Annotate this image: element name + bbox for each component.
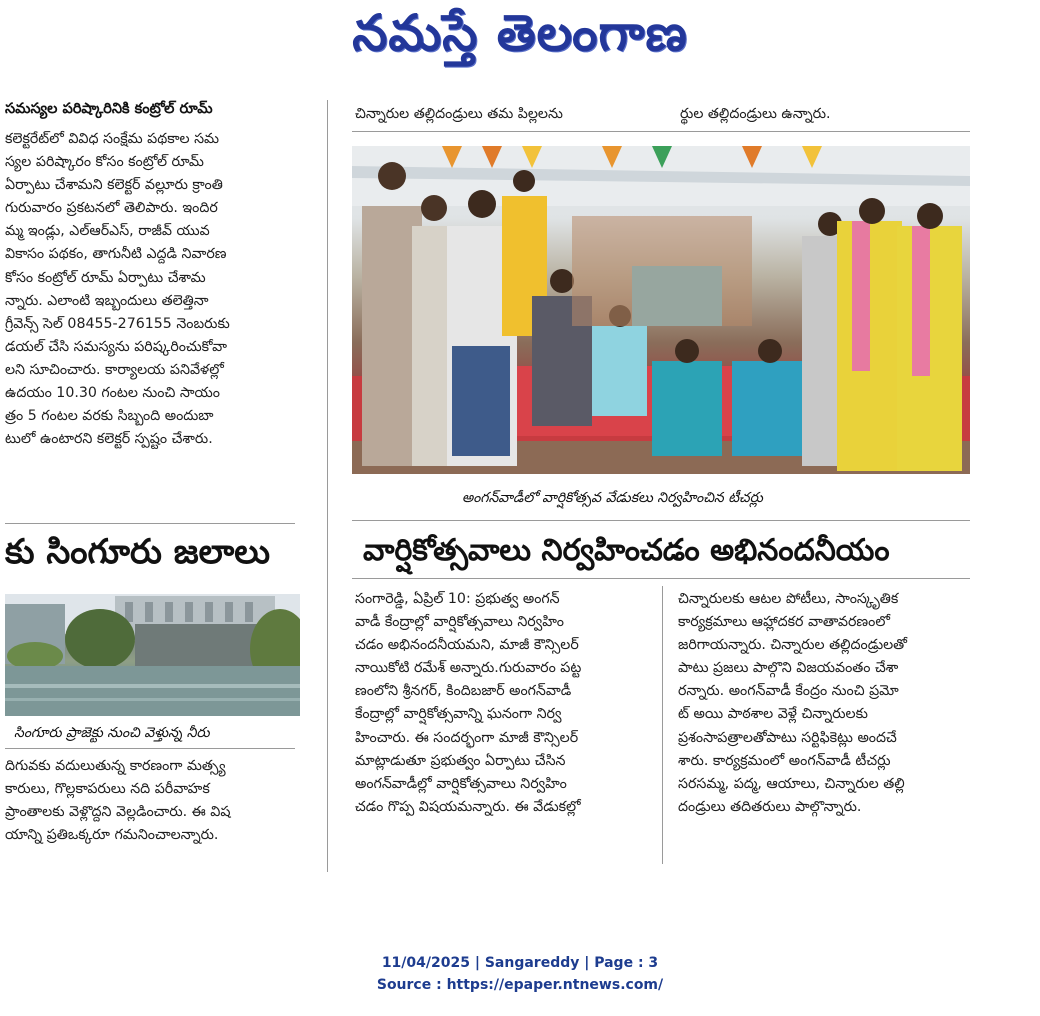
text-line: వికాసం పథకం, తాగునీటి ఎద్దడి నివారణ — [5, 246, 227, 263]
text-line: ప్రాంతాలకు వెళ్లొద్దని వెల్లడించారు. ఈ విష — [5, 804, 231, 821]
text-line: ప్రశంసాపత్రాలతోపాటు సర్టిఫికెట్లు అందచే — [678, 729, 897, 746]
text-line: గ్రీవెన్స్ సెల్ 08455-276155 నెంబరుకు — [5, 315, 230, 332]
text-line: త్రం 5 గంటల వరకు సిబ్బంది అందుబా — [5, 408, 214, 425]
left-bottom-body — [5, 755, 295, 847]
text-line: దిగువకు వదులుతున్న కారణంగా మత్స్య — [5, 758, 226, 774]
text-line: చిన్నారులకు ఆటల పోటీలు, సాంస్కృతిక — [678, 591, 899, 607]
left-story-body — [5, 128, 295, 451]
main-column-divider — [662, 586, 663, 864]
main-story-column-1 — [355, 588, 653, 819]
main-story-column-2 — [678, 588, 970, 819]
text-line: సంగారెడ్డి, ఏప్రిల్ 10: ప్రభుత్వ అంగన్ — [355, 591, 560, 607]
text-line: ఉదయం 10.30 గంటల నుంచి సాయం — [5, 385, 220, 402]
text-line: హించారు. ఈ సందర్భంగా మాజీ కౌన్సిలర్ — [355, 729, 579, 746]
text-line: మాట్లాడుతూ ప్రభుత్వం ఏర్పాటు చేసిన — [355, 752, 566, 769]
footer-source-line: Source : https://epaper.ntnews.com/ — [376, 977, 664, 993]
headline-rule-bottom — [352, 578, 970, 579]
left-bottom-headline: కు సింగూరు జలాలు — [5, 532, 271, 572]
text-line: టులో ఉంటారని కలెక్టర్ స్పష్టం చేశారు. — [5, 431, 213, 448]
text-line: కలెక్టరేట్‌లో వివిధ సంక్షేమ పథకాల సమ — [5, 131, 220, 147]
text-line: దండ్రులు తదితరులు పాల్గొన్నారు. — [678, 798, 862, 815]
left-story-heading: సమస్యల పరిష్కారినికి కంట్రోల్ రూమ్ — [5, 101, 213, 117]
text-line: మ్మ ఇండ్లు, ఎల్‌ఆర్‌ఎస్, రాజీవ్ యువ — [5, 223, 210, 240]
text-line: అంగన్‌వాడీల్లో వార్షికోత్సవాలు నిర్వహిం — [355, 775, 567, 792]
top-strip-right-text: ర్థుల తల్లిదండ్రులు ఉన్నారు. — [680, 106, 831, 122]
main-headline: వార్షికోత్సవాలు నిర్వహించడం అభినందనీయం — [363, 533, 890, 568]
text-line: పాటు ప్రజలు పాల్గొని విజయవంతం చేశా — [678, 660, 899, 677]
singur-project-illustration — [5, 594, 300, 716]
text-line: వాడీ కేంద్రాల్లో వార్షికోత్సవాలు నిర్వహిం — [355, 614, 564, 631]
text-line: కేంద్రాల్లో వార్షికోత్సవాన్ని ఘనంగా నిర్వ — [355, 706, 562, 723]
top-strip-left-text: చిన్నారుల తల్లిదండ్రులు తమ పిల్లలను — [355, 106, 563, 122]
text-line: గురువారం ప్రకటనలో తెలిపారు. ఇందిర — [5, 200, 218, 217]
singur-photo-caption: సింగూరు ప్రాజెక్టు నుంచి వెళ్తున్న నీరు — [14, 725, 210, 741]
top-strip-rule — [352, 131, 970, 132]
main-photo-caption: అంగన్‌వాడీలో వార్షికోత్సవ వేడుకలు నిర్వహించిన టీచర్లు — [462, 490, 763, 506]
left-section-rule — [5, 523, 295, 524]
text-line: లని సూచించారు. కార్యాలయ పనివేళల్లో — [5, 361, 224, 378]
footer-date-line: 11/04/2025 | Sangareddy | Page : 3 — [381, 955, 659, 971]
text-line: కార్యక్రమాలు ఆహ్లాదకర వాతావరణంలో — [678, 614, 890, 631]
text-line: జరిగాయన్నారు. చిన్నారుల తల్లిదండ్రులతో — [678, 637, 908, 654]
text-line: రన్నారు. అంగన్‌వాడీ కేంద్రం నుంచి ప్రమో — [678, 683, 899, 700]
text-line: యాన్ని ప్రతిఒక్కరూ గమనించాలన్నారు. — [5, 827, 219, 844]
anganwadi-group-photo — [352, 146, 970, 474]
text-line: శారు. కార్యక్రమంలో అంగన్‌వాడీ టీచర్లు — [678, 752, 891, 769]
text-line: చడం అభినందనీయమని, మాజీ కౌన్సిలర్ — [355, 637, 579, 654]
text-line: చడం గొప్ప విషయమన్నారు. ఈ వేడుకల్లో — [355, 798, 581, 815]
text-line: కోసం కంట్రోల్ రూమ్ ఏర్పాటు చేశామ — [5, 269, 206, 286]
column-divider — [327, 100, 328, 872]
text-line: కారులు, గొల్లకాపరులు నది పరీవాహక — [5, 781, 210, 798]
anganwadi-celebration-illustration — [352, 146, 970, 474]
text-line: ణంలోని శ్రీనగర్, కిందిబజార్ అంగన్‌వాడీ — [355, 683, 572, 700]
text-line: ట్ అయి పాఠశాల వెళ్లే చిన్నారులకు — [678, 706, 868, 723]
caption-rule — [5, 748, 295, 749]
text-line: స్యల పరిష్కారం కోసం కంట్రోల్ రూమ్ — [5, 154, 204, 171]
text-line: సరసమ్మ, పద్మ, ఆయాలు, చిన్నారుల తల్లి — [678, 775, 905, 792]
masthead-logo: నమస్తే తెలంగాణ — [352, 4, 688, 62]
headline-rule-top — [352, 520, 970, 521]
singur-project-photo — [5, 594, 300, 716]
text-line: ఏర్పాటు చేశామని కలెక్టర్ వల్లూరు క్రాంతి — [5, 177, 223, 194]
text-line: నాయికోటి రమేశ్ అన్నారు.గురువారం పట్ట — [355, 660, 582, 677]
text-line: డయల్ చేసి సమస్యను పరిష్కరించుకోవా — [5, 338, 227, 355]
text-line: న్నారు. ఎలాంటి ఇబ్బందులు తలెత్తినా — [5, 292, 209, 309]
